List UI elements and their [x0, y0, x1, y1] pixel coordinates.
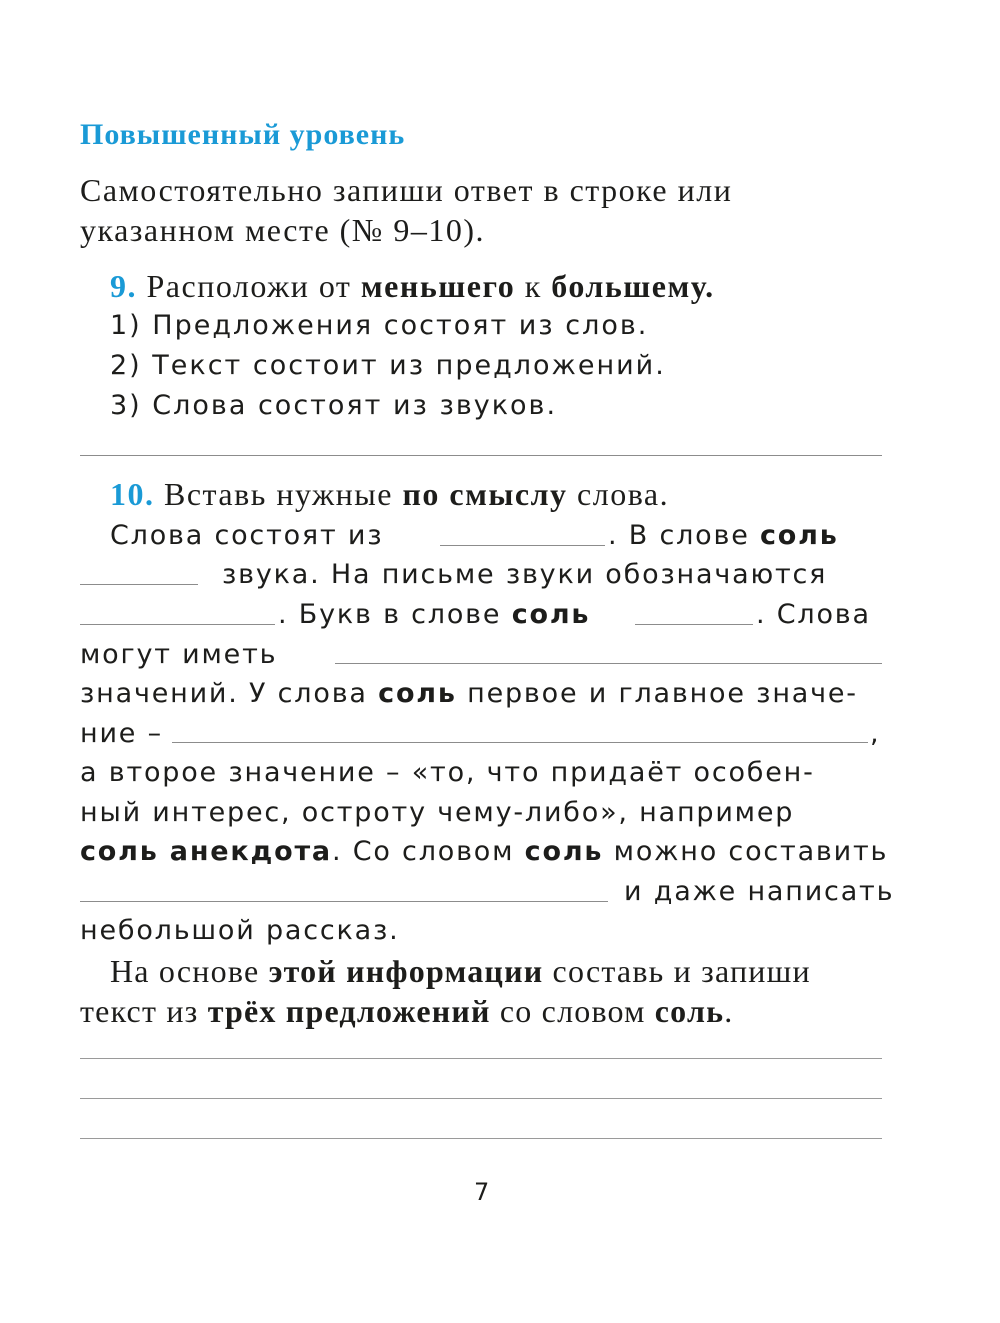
task-10-line-3a-text: . Букв в слове: [278, 599, 512, 630]
word-sol: соль: [524, 836, 604, 867]
intro-line-2: указанном месте (№ 9–10).: [80, 212, 485, 248]
task-10-line-11: небольшой рассказ.: [80, 915, 400, 946]
task-10-line-5c: первое и главное значе-: [456, 678, 858, 709]
answer-line-1[interactable]: [80, 1058, 882, 1059]
blank-6[interactable]: [172, 742, 868, 743]
final-2c: со словом: [490, 993, 655, 1029]
blank-4[interactable]: [635, 624, 753, 625]
final-instruction-2: [80, 993, 733, 1030]
blank-5[interactable]: [335, 663, 882, 664]
section-heading: Повышенный уровень: [80, 118, 406, 151]
task-9-item-1: 1) Предложения состоят из слов.: [110, 310, 649, 341]
task-10-number: 10.: [110, 476, 155, 512]
task-9-text-c: к: [515, 268, 552, 304]
task-10-line-5a: значений. У слова: [80, 678, 379, 709]
task-10-line-1b-text: . В слове: [608, 520, 760, 551]
task-10-line-5: [80, 678, 858, 709]
final-1a: На основе: [110, 953, 269, 989]
task-10-line-4: могут иметь: [80, 639, 278, 670]
final-2d: соль: [654, 993, 725, 1029]
final-instruction-1: [110, 953, 811, 990]
task-10-line-3c: . Слова: [756, 599, 871, 630]
final-1b: этой информации: [268, 953, 544, 989]
task-9-text-a: Расположи от: [146, 268, 361, 304]
task-10-line-1a: Слова состоят из: [110, 520, 384, 551]
intro-line-1: Самостоятельно запиши ответ в строке или: [80, 172, 733, 208]
task-10-line-1b: [608, 520, 839, 551]
answer-line-3[interactable]: [80, 1138, 882, 1139]
task-9-instruction: [110, 268, 715, 305]
final-2e: .: [724, 993, 734, 1029]
phrase-sol-anekdota: соль анекдота: [80, 836, 332, 867]
task-10-line-9b: . Со словом: [331, 836, 525, 867]
task-9-answer-line[interactable]: [80, 455, 882, 456]
task-9-text-b: меньшего: [360, 268, 516, 304]
task-9-number: 9.: [110, 268, 137, 304]
task-10-line-6a: ние –: [80, 718, 163, 749]
page-number: 7: [474, 1178, 490, 1206]
task-10-text-c: слова.: [567, 476, 670, 512]
task-10-line-2: звука. На письме звуки обозначаются: [222, 559, 828, 590]
blank-2[interactable]: [80, 584, 198, 585]
task-9-text-d: большему.: [551, 268, 715, 304]
task-10-line-9d: можно составить: [603, 836, 889, 867]
task-10-text-a: Вставь нужные: [164, 476, 403, 512]
task-10-line-8: ный интерес, остроту чему-либо», например: [80, 797, 795, 828]
task-9-item-2: 2) Текст состоит из предложений.: [110, 350, 666, 381]
task-10-line-9: [80, 836, 888, 867]
task-10-line-6b: ,: [870, 718, 881, 749]
blank-7[interactable]: [80, 901, 608, 902]
task-10-line-10: и даже написать: [624, 876, 895, 907]
word-sol: соль: [511, 599, 591, 630]
final-2b: трёх предложений: [207, 993, 491, 1029]
task-10-line-7: а второе значение – «то, что придаёт особен-: [80, 757, 815, 788]
answer-line-2[interactable]: [80, 1098, 882, 1099]
final-1c: составь и запиши: [543, 953, 811, 989]
word-sol: соль: [378, 678, 457, 709]
task-10-instruction: [110, 476, 669, 513]
word-sol: соль: [760, 520, 839, 551]
final-2a: текст из: [80, 993, 208, 1029]
task-10-line-3a: [278, 599, 590, 630]
task-10-text-b: по смыслу: [402, 476, 568, 512]
blank-1[interactable]: [440, 545, 605, 546]
blank-3[interactable]: [80, 624, 275, 625]
task-9-item-3: 3) Слова состоят из звуков.: [110, 390, 558, 421]
